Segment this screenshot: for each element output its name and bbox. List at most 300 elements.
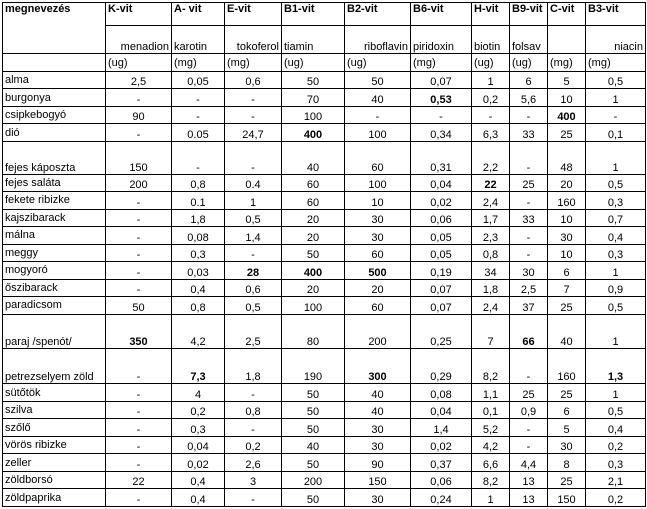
value-cell: 2,5 [510,279,548,296]
value-cell: 0,8 [225,401,282,418]
value-cell: - [106,227,172,244]
value-cell: 500 [345,262,411,279]
value-cell: - [225,419,282,436]
value-cell: - [510,436,548,453]
value-cell: 0,08 [172,227,225,244]
value-cell: - [172,89,225,106]
value-cell: 100 [345,174,411,191]
value-cell: 0,8 [172,297,225,314]
header-unit-b6: (mg) [411,54,472,72]
value-cell: 400 [548,106,586,123]
value-cell: 100 [282,297,345,314]
value-cell: - [106,401,172,418]
value-cell: 28 [225,262,282,279]
value-cell: 30 [345,209,411,226]
row-name-cell: zeller [3,454,106,471]
value-cell: 0,6 [225,279,282,296]
header-sub-e: tokoferol [225,26,282,54]
value-cell: - [345,106,411,123]
value-cell: 13 [510,489,548,507]
value-cell: 1 [586,141,646,174]
table-row [3,89,646,106]
value-cell: 4,4 [510,454,548,471]
value-cell: 2,2 [472,141,510,174]
value-cell: 1,8 [172,209,225,226]
value-cell: - [106,124,172,141]
value-cell: 0,4 [172,489,225,507]
header-unit-b9: (ug) [510,54,548,72]
value-cell: - [106,489,172,507]
header-vit-a: A- vit [172,3,225,26]
value-cell: - [172,141,225,174]
value-cell: 0,07 [411,297,472,314]
value-cell: 1 [586,262,646,279]
header-unit-k: (ug) [106,54,172,72]
value-cell: 37 [510,297,548,314]
value-cell: 0.05 [172,124,225,141]
value-cell: - [586,106,646,123]
value-cell: 0,07 [411,279,472,296]
value-cell: 0,25 [411,314,472,349]
value-cell: - [225,106,282,123]
value-cell: 100 [345,124,411,141]
value-cell: 66 [510,314,548,349]
value-cell: 150 [345,471,411,488]
value-cell: 25 [510,174,548,191]
table-row [3,419,646,436]
value-cell: - [225,244,282,261]
table-row [3,227,646,244]
value-cell: 190 [282,349,345,384]
table-row [3,141,646,174]
row-name-cell: fejes saláta [3,174,106,191]
table-body [3,72,646,507]
value-cell: - [106,384,172,401]
value-cell: 0,6 [225,72,282,89]
value-cell: - [106,454,172,471]
value-cell: 0,05 [411,227,472,244]
row-name-cell: dió [3,124,106,141]
value-cell: 8,2 [472,349,510,384]
table-row [3,262,646,279]
value-cell: 2,4 [472,297,510,314]
value-cell: 50 [282,419,345,436]
value-cell: 1 [225,192,282,209]
value-cell: 0,37 [411,454,472,471]
value-cell: 60 [345,244,411,261]
value-cell: 0,05 [172,72,225,89]
value-cell: 0,5 [225,297,282,314]
value-cell: 0,19 [411,262,472,279]
vitamin-table [2,2,646,507]
table-row [3,314,646,349]
header-vit-h: H-vit [472,3,510,26]
value-cell: 0,03 [172,262,225,279]
value-cell: 30 [345,419,411,436]
header-sub-c [548,26,586,54]
row-name-cell: paraj /spenót/ [3,314,106,349]
header-unit-a: (mg) [172,54,225,72]
value-cell: - [510,244,548,261]
value-cell: 150 [106,141,172,174]
value-cell: 160 [548,192,586,209]
value-cell: 40 [345,89,411,106]
header-vit-k: K-vit [106,3,172,26]
row-name-cell: őszibarack [3,279,106,296]
value-cell: 10 [548,209,586,226]
value-cell: 0,4 [586,227,646,244]
row-name-cell: meggy [3,244,106,261]
header-vit-b2: B2-vit [345,3,411,26]
value-cell: - [225,384,282,401]
table-row [3,192,646,209]
table-row [3,72,646,89]
value-cell: 0,2 [172,401,225,418]
value-cell: 5,6 [510,89,548,106]
value-cell: 1,1 [472,384,510,401]
value-cell: - [106,209,172,226]
row-name-cell: burgonya [3,89,106,106]
value-cell: 30 [345,489,411,507]
value-cell: 5 [548,419,586,436]
value-cell: 6,6 [472,454,510,471]
value-cell: 50 [345,72,411,89]
row-name-cell: szilva [3,401,106,418]
value-cell: 0,06 [411,209,472,226]
header-sub-h: biotin [472,26,510,54]
value-cell: 0.4 [225,174,282,191]
value-cell: 0,2 [586,436,646,453]
value-cell: - [106,244,172,261]
header-sub-b2: riboflavin [345,26,411,54]
value-cell: 160 [548,349,586,384]
value-cell: 60 [345,141,411,174]
value-cell: 48 [548,141,586,174]
value-cell: 20 [548,174,586,191]
header-row-units [3,54,646,72]
value-cell: 50 [282,401,345,418]
header-unit-b3: (mg) [586,54,646,72]
table-row [3,297,646,314]
value-cell: 10 [345,192,411,209]
table-row [3,489,646,507]
value-cell: - [472,106,510,123]
value-cell: 1,3 [586,349,646,384]
value-cell: 25 [510,384,548,401]
value-cell: 33 [510,124,548,141]
value-cell: 7 [548,279,586,296]
row-name-cell: zöldpaprika [3,489,106,507]
value-cell: 34 [472,262,510,279]
value-cell: 0,5 [586,174,646,191]
value-cell: 1,7 [472,209,510,226]
table-row [3,401,646,418]
value-cell: - [225,89,282,106]
value-cell: 0,02 [411,436,472,453]
value-cell: 13 [510,471,548,488]
value-cell: 350 [106,314,172,349]
value-cell: 30 [345,227,411,244]
value-cell: 24,7 [225,124,282,141]
value-cell: 1 [586,384,646,401]
value-cell: 0,8 [472,244,510,261]
value-cell: 30 [510,262,548,279]
value-cell: 25 [548,297,586,314]
value-cell: 50 [106,297,172,314]
value-cell: 0,02 [411,192,472,209]
table-row [3,436,646,453]
value-cell: - [510,419,548,436]
value-cell: 300 [345,349,411,384]
header-unit-e: (mg) [225,54,282,72]
value-cell: 90 [106,106,172,123]
value-cell: 0,3 [586,244,646,261]
table-row [3,174,646,191]
value-cell: 40 [282,436,345,453]
value-cell: 30 [548,227,586,244]
value-cell: 2,4 [472,192,510,209]
header-unit-empty [3,54,106,72]
value-cell: 25 [548,471,586,488]
value-cell: 40 [548,314,586,349]
value-cell: - [172,106,225,123]
value-cell: 1,4 [411,419,472,436]
value-cell: 2,5 [106,72,172,89]
header-vit-b6: B6-vit [411,3,472,26]
table-row [3,209,646,226]
value-cell: 50 [282,489,345,507]
value-cell: 40 [345,401,411,418]
value-cell: 0,3 [172,244,225,261]
value-cell: 0,1 [586,124,646,141]
value-cell: 400 [282,262,345,279]
value-cell: 5,2 [472,419,510,436]
header-vit-b9: B9-vit [510,3,548,26]
row-name-cell: fekete ribizke [3,192,106,209]
value-cell: - [510,106,548,123]
value-cell: 1 [472,72,510,89]
value-cell: - [106,279,172,296]
value-cell: 0,1 [472,401,510,418]
value-cell: 10 [548,89,586,106]
value-cell: 20 [282,227,345,244]
value-cell: 0,4 [172,471,225,488]
value-cell: 0,2 [586,489,646,507]
row-name-cell: vörös ribizke [3,436,106,453]
value-cell: 0,7 [586,209,646,226]
value-cell: 2,1 [586,471,646,488]
row-name-cell: csipkebogyó [3,106,106,123]
row-name-cell: paradicsom [3,297,106,314]
table-row [3,279,646,296]
value-cell: 1 [586,89,646,106]
header-sub-b3: niacin [586,26,646,54]
value-cell: - [225,489,282,507]
value-cell: 0.1 [172,192,225,209]
value-cell: 90 [345,454,411,471]
value-cell: 0,31 [411,141,472,174]
value-cell: - [106,349,172,384]
value-cell: 50 [282,72,345,89]
value-cell: 50 [282,384,345,401]
table-row [3,384,646,401]
value-cell: 7 [472,314,510,349]
value-cell: 6 [510,72,548,89]
value-cell: 1,8 [225,349,282,384]
value-cell: - [106,262,172,279]
value-cell: 0,02 [172,454,225,471]
value-cell: 5 [548,72,586,89]
header-unit-b1: (ug) [282,54,345,72]
value-cell: 0,04 [172,436,225,453]
value-cell: 40 [345,384,411,401]
value-cell: - [106,436,172,453]
value-cell: 70 [282,89,345,106]
value-cell: 0,06 [411,471,472,488]
value-cell: 1,8 [472,279,510,296]
value-cell: 60 [282,174,345,191]
value-cell: 8 [548,454,586,471]
value-cell: 60 [282,192,345,209]
value-cell: 80 [282,314,345,349]
header-vit-c: C-vit [548,3,586,26]
value-cell: 3 [225,471,282,488]
header-vit-e: E-vit [225,3,282,26]
value-cell: 0,05 [411,244,472,261]
value-cell: - [106,89,172,106]
value-cell: 2,3 [472,227,510,244]
value-cell: 0,29 [411,349,472,384]
row-name-cell: szőlő [3,419,106,436]
value-cell: 0,3 [586,454,646,471]
value-cell: 0,2 [225,436,282,453]
row-name-cell: petrezselyem zöld [3,349,106,384]
value-cell: 0,3 [586,192,646,209]
value-cell: 30 [345,436,411,453]
value-cell: - [106,192,172,209]
value-cell: 60 [345,297,411,314]
table-row [3,454,646,471]
row-name-cell: fejes káposzta [3,141,106,174]
value-cell: 0,5 [586,72,646,89]
table-row [3,471,646,488]
value-cell: 2,5 [225,314,282,349]
value-cell: - [510,141,548,174]
table-row [3,124,646,141]
value-cell: - [510,192,548,209]
value-cell: 10 [548,244,586,261]
value-cell: 33 [510,209,548,226]
value-cell: 0,9 [586,279,646,296]
value-cell: 150 [548,489,586,507]
header-vit-b1: B1-vit [282,3,345,26]
value-cell: 1,4 [225,227,282,244]
header-sub-b9: folsav [510,26,548,54]
header-unit-b2: (ug) [345,54,411,72]
value-cell: 4 [172,384,225,401]
row-name-cell: mogyoró [3,262,106,279]
value-cell: 6,3 [472,124,510,141]
row-name-cell: alma [3,72,106,89]
row-name-cell: zöldborsó [3,471,106,488]
value-cell: 0,07 [411,72,472,89]
value-cell: 1 [586,314,646,349]
value-cell: 0,3 [172,419,225,436]
value-cell: 22 [472,174,510,191]
value-cell: 0,24 [411,489,472,507]
header-unit-h: (ug) [472,54,510,72]
value-cell: 1 [472,489,510,507]
header-sub-k: menadion [106,26,172,54]
value-cell: - [510,349,548,384]
value-cell: 0,08 [411,384,472,401]
header-vit-b3: B3-vit [586,3,646,26]
row-name-cell: málna [3,227,106,244]
header-row-vitamins [3,3,646,26]
value-cell: 30 [548,436,586,453]
value-cell: 0,9 [510,401,548,418]
value-cell: 50 [282,244,345,261]
value-cell: 6 [548,401,586,418]
value-cell: 0,4 [172,279,225,296]
value-cell: 0,2 [472,89,510,106]
value-cell: 25 [548,384,586,401]
value-cell: 200 [282,471,345,488]
value-cell: 40 [282,141,345,174]
value-cell: 0,5 [586,401,646,418]
value-cell: 22 [106,471,172,488]
value-cell: 4,2 [172,314,225,349]
value-cell: 100 [282,106,345,123]
value-cell: 0,5 [586,297,646,314]
value-cell: 0,8 [172,174,225,191]
table-row [3,106,646,123]
table-row [3,349,646,384]
row-name-cell: kajszibarack [3,209,106,226]
value-cell: 20 [282,209,345,226]
row-name-cell: sütőtök [3,384,106,401]
value-cell: 8,2 [472,471,510,488]
value-cell: 0,53 [411,89,472,106]
value-cell: - [411,106,472,123]
value-cell: 20 [345,279,411,296]
value-cell: 50 [282,454,345,471]
value-cell: 0,04 [411,174,472,191]
value-cell: - [510,227,548,244]
value-cell: 25 [548,124,586,141]
header-sub-b6: piridoxin [411,26,472,54]
value-cell: 4,2 [472,436,510,453]
value-cell: 7,3 [172,349,225,384]
value-cell: 2,6 [225,454,282,471]
value-cell: 200 [106,174,172,191]
value-cell: 0,04 [411,401,472,418]
value-cell: 6 [548,262,586,279]
value-cell: 0,4 [586,419,646,436]
header-unit-c: (mg) [548,54,586,72]
value-cell: 0,34 [411,124,472,141]
value-cell: - [225,141,282,174]
value-cell: 200 [345,314,411,349]
value-cell: 0,5 [225,209,282,226]
header-name-cell: megnevezés [3,3,106,54]
value-cell: - [106,419,172,436]
value-cell: 400 [282,124,345,141]
value-cell: 20 [282,279,345,296]
table-row [3,244,646,261]
header-sub-b1: tiamin [282,26,345,54]
header-sub-a: karotin [172,26,225,54]
